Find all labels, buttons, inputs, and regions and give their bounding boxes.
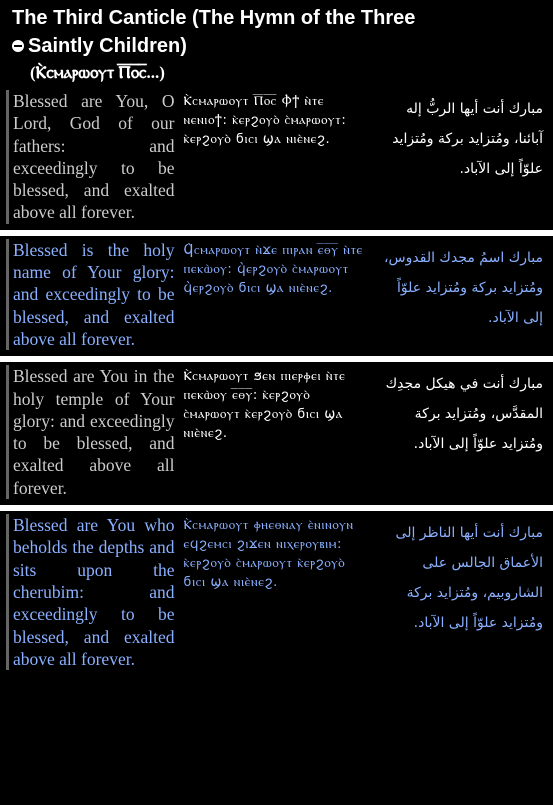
verse-english: Blessed are You who beholds the depths and sits upon the cherubim: and exceedingly to be blessed, and exalted above all forever. [13, 515, 175, 669]
verse-divider [0, 505, 553, 511]
verse-english: Blessed are You in the holy temple of Your glory: and exceedingly to be blessed, and exalted above all forever. [13, 366, 175, 498]
collapse-bullet-icon[interactable] [12, 40, 24, 52]
verse-block-1 [6, 90, 553, 224]
verse-coptic: Ⲕ̀ⲥⲙⲁⲣⲱⲟⲩⲧ ⲫⲏⲉⲑⲛⲁⲩ ⲉ̀ⲛⲓⲛⲟⲩⲛ ⲉϥϩⲉⲙⲥⲓ ϩⲓϫⲉⲛ ⲛⲓⲭⲉⲣⲟⲩⲃⲓⲙ: ⲕ̀ⲉⲣϩⲟⲩⲟ̀ ⲥ̀ⲙⲁⲣⲱⲟⲩⲧ ⲕ̀ⲉⲣϩⲟⲩⲟ̀ ϭⲓⲥⲓ ϣⲁ ⲛⲓⲉ̀ⲛⲉϩ. [183, 518, 354, 591]
verse-arabic: مبارك أنت في هيكل مجدِك المقدَّس، ومُتزايد بركة ومُتزايد علوّاً إلى الآباد. [385, 376, 543, 453]
verse-arabic: مبارك أنت أيها الناظر إلى الأعماق الجالس على الشاروبيم، ومُتزايد بركة ومُتزايد علوّاً إلى الآباد. [395, 525, 543, 632]
page-title-line2 [12, 32, 541, 60]
verse-coptic: Ⲕ̀ⲥⲙⲁⲣⲱⲟⲩⲧ Ⲡ̅ⲟ̅ⲥ̅ Ⲫ̀ϯ ⲛ̀ⲧⲉ ⲛⲉⲛⲓⲟϯ: ⲕ̀ⲉⲣϩⲟⲩⲟ̀ ⲥ̀ⲙⲁⲣⲱⲟⲩⲧ: ⲕ̀ⲉⲣϩⲟⲩⲟ̀ ϭⲓⲥⲓ ϣⲁ ⲛⲓⲉ̀ⲛⲉϩ. [183, 94, 347, 147]
verse-english: Blessed is the holy name of Your glory: and exceedingly to be blessed, and exalted above all forever. [13, 239, 175, 349]
page-subtitle: (Ⲕ̀ⲥⲙⲁⲣⲱⲟⲩⲧ Ⲡ̅ⲟ̅ⲥ̅...) [30, 63, 165, 82]
verse-arabic: مبارك اسمُ مجدك القدوس، ومُتزايد بركة ومُتزايد علوّاً إلى الآباد. [384, 249, 543, 326]
verse-block-3 [6, 365, 553, 499]
verse-block-2 [6, 239, 553, 350]
page-title-continued: Saintly Children) [28, 35, 187, 57]
verse-arabic: مبارك أنت أيها الربُّ إله آبائنا، ومُتزايد بركة ومُتزايد علوّاً إلى الآباد. [392, 101, 543, 177]
page-header [0, 0, 553, 86]
verse-coptic: Ϥ̀ⲥⲙⲁⲣⲱⲟⲩⲧ ⲛ̀ϫⲉ ⲡⲓⲣⲁⲛ ⲉ̅ⲑ̅ⲩ̅ ⲛ̀ⲧⲉ ⲡⲉⲕⲱ̀ⲟⲩ: ϥ̀ⲉⲣϩⲟⲩⲟ̀ ⲥ̀ⲙⲁⲣⲱⲟⲩⲧ ϥ̀ⲉⲣϩⲟⲩⲟ̀ ϭⲓⲥⲓ ϣⲁ ⲛⲓⲉ̀ⲛⲉϩ. [183, 242, 363, 296]
verse-english: Blessed are You, O Lord, God of our fathers: and exceedingly to be blessed, and exalted above all forever. [13, 91, 175, 223]
verse-divider [0, 230, 553, 236]
verse-divider [0, 356, 553, 362]
verse-block-4 [6, 514, 553, 670]
verse-coptic: Ⲕ̀ⲥⲙⲁⲣⲱⲟⲩⲧ ϧⲉⲛ ⲡⲓⲉⲣⲫⲉⲓ ⲛ̀ⲧⲉ ⲡⲉⲕⲱ̀ⲟⲩ ⲉ̅ⲑ̅ⲩ̅: ⲕ̀ⲉⲣϩⲟⲩⲟ̀ ⲥ̀ⲙⲁⲣⲱⲟⲩⲧ ⲕ̀ⲉⲣϩⲟⲩⲟ̀ ϭⲓⲥⲓ ϣⲁ ⲛⲓⲉ̀ⲛⲉϩ. [183, 369, 346, 442]
page-title: The Third Canticle (The Hymn of the Three [12, 7, 416, 29]
